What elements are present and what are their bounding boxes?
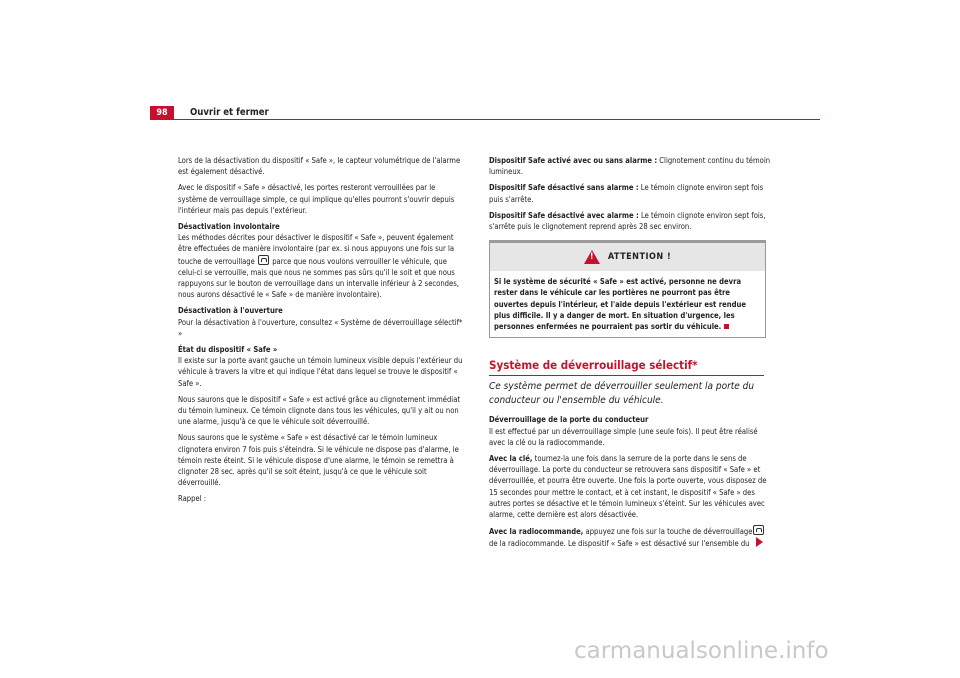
paragraph: Avec le dispositif « Safe » désactivé, les portes resteront verrouillées par le système de verrouillage simple, ce qui implique qu'elles pourront s'ouvrir depuis l'intérieur mais pas depuis l'extérieur. [178,183,455,215]
warning-body: Si le système de sécurité « Safe » est activé, personne ne devra rester dans le véhicule car les portières ne pourront pas être ouvertes depuis l'intérieur, et l'aide depuis l'extérieur est rendue plus difficile. Il y a danger de mort. En situation d'urgence, les personnes enfermées ne pourraient pas sortir du véhicule. [494,277,746,332]
bold-lead: Avec la clé, [489,454,533,464]
continue-arrow-icon [756,537,763,547]
subheading: Déverrouillage de la porte du conducteur [489,415,649,425]
paragraph: Il existe sur la porte avant gauche un témoin lumineux visible depuis l'extérieur du véhicule à travers la vitre et qui indique l'état dans lequel se trouve le dispositif « Safe ». [178,356,463,388]
paragraph-text: Le témoin clignote environ sept fois, s'arrête puis le clignotement reprend après 28 sec environ. [489,210,766,232]
paragraph: Pour la désactivation à l'ouverture, consultez « Système de déverrouillage sélectif* » [178,317,463,338]
paragraph-text: tournez-la une fois dans la serrure de la porte dans le sens de déverrouillage. La porte du conducteur se retrouvera sans dispositif « Safe » et déverrouillée, et pourra être ouverte. Une fois la porte ouverte, vous disposez de 15 secondes pour mettre le contact, et à cet instant, le dispositif « Safe » des autres portes se désactive et le témoin lumineux s'éteint. Sur les véhicules avec alarme, cette dernière est alors désactivée. [489,454,767,520]
paragraph-text: de la radiocommande. Le dispositif « Safe » est désactivé sur l'ensemble du [489,539,750,549]
paragraph-text: Le témoin clignote environ sept fois puis s'arrête. [489,183,764,204]
page-title: Ouvrir et fermer [190,107,269,118]
header-divider [150,119,820,120]
warning-header [490,240,765,271]
unlock-icon [753,525,764,535]
warning-text [490,271,765,337]
section-subtitle: Ce système permet de déverrouiller seulement la porte du conducteur ou l'ensemble du véhicule. [489,381,755,407]
paragraph: Nous saurons que le dispositif « Safe » est activé grâce au clignotement immédiat du témoin lumineux. Ce témoin clignote dans tous les véhicules, qu'il y ait ou non une alarme, jusqu'à ce que le véhicule soit déverrouillé. [178,394,461,427]
paragraph-text: Les méthodes décrites pour désactiver le dispositif « Safe », peuvent également être effectuées de manière involontaire (par ex. si nous appuyons une fois sur la touche de verrouillage [178,233,455,266]
section-divider [489,375,764,376]
bold-lead: Dispositif Safe désactivé sans alarme : [489,183,639,193]
paragraph-text: Clignotement continu du témoin lumineux. [489,156,771,177]
warning-box [489,240,766,338]
paragraph [489,155,774,177]
paragraph: Nous saurons que le système « Safe » est désactivé car le témoin lumineux clignotera environ 7 fois puis s'éteindra. Si le véhicule ne dispose pas d'alarme, le témoin reste éteint. Si le véhicule dispose d'une alarme, le témoin se remettra à clignoter 28 sec. après qu'il se soit éteint, jusqu'à ce que le véhicule soit déverrouillé. [178,433,459,488]
paragraph [489,453,774,520]
paragraph [489,525,774,549]
paragraph-text: parce que nous voulons verrouiller le véhicule, que celui-ci se verrouille, mais que nous ne sommes pas sûrs qu'il le soit et que nous rappuyons sur le bouton de verrouillage dans un intervalle inférieur à 2 secondes, nous aurons désactivé le « Safe » de manière involontaire). [178,256,459,300]
paragraph: Rappel : [178,494,207,504]
lock-icon [258,255,269,265]
paragraph [489,182,774,204]
subheading: État du dispositif « Safe » [178,345,278,355]
bold-lead: Avec la radiocommande, [489,527,584,537]
end-marker-icon [724,324,729,329]
left-column [178,155,463,510]
paragraph: Lors de la désactivation du dispositif « Safe », le capteur volumétrique de l'alarme est également désactivé. [178,156,461,177]
bold-lead: Dispositif Safe désactivé avec alarme : [489,210,639,220]
watermark: carmanualsonline.info [574,638,829,664]
paragraph: Il est effectué par un déverrouillage simple (une seule fois). Il peut être réalisé avec la clé ou la radiocommande. [489,426,758,447]
paragraph-text: appuyez une fois sur la touche de déverrouillage [583,527,753,537]
subheading: Désactivation involontaire [178,222,280,232]
bold-lead: Dispositif Safe activé avec ou sans alarme : [489,156,658,165]
right-column [489,155,774,555]
paragraph [489,210,774,232]
paragraph [178,232,463,300]
warning-triangle-icon [584,250,600,264]
page-number: 98 [150,106,174,120]
subheading: Désactivation à l'ouverture [178,306,283,316]
warning-title: ATTENTION ! [607,251,672,262]
section-title: Système de déverrouillage sélectif* [489,358,698,373]
